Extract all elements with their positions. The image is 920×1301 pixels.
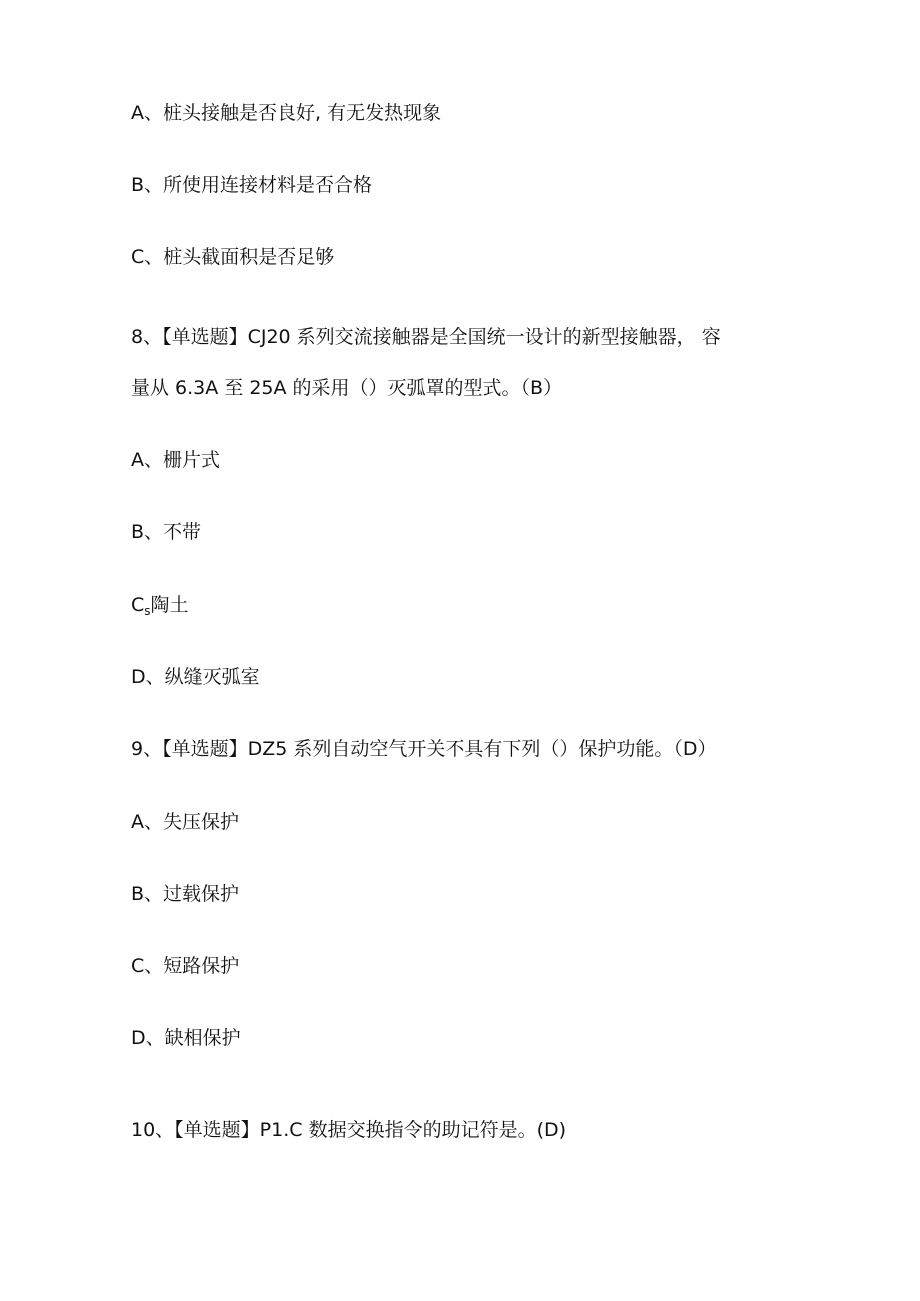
question-8-line-1: 8、【单选题】CJ20 系列交流接触器是全国统一设计的新型接触器， 容 xyxy=(131,326,721,348)
q9-option-a: A、失压保护 xyxy=(131,811,239,833)
q8-option-d: D、纵缝灭弧室 xyxy=(131,666,260,688)
q9-option-b: B、过载保护 xyxy=(131,883,240,905)
q9-option-c: C、短路保护 xyxy=(131,955,240,977)
q8-option-c-letter: C xyxy=(131,594,145,616)
q8-option-c-subscript: s xyxy=(144,604,151,618)
q8-option-a: A、栅片式 xyxy=(131,449,220,471)
option-b-connection-material: B、所使用连接材料是否合格 xyxy=(131,174,373,196)
option-a-pile-contact: A、桩头接触是否良好, 有无发热现象 xyxy=(131,102,442,124)
option-c-cross-section: C、桩头截面积是否足够 xyxy=(131,246,335,268)
q8-option-c-text: 陶土 xyxy=(150,594,189,616)
q8-option-c xyxy=(131,592,189,624)
question-8-line-2: 量从 6.3A 至 25A 的采用（）灭弧罩的型式。（B） xyxy=(131,377,563,399)
q8-option-b: B、不带 xyxy=(131,521,202,543)
question-10: 10、【单选题】P1.C 数据交换指令的助记符是。(D) xyxy=(131,1119,567,1141)
q9-option-d: D、缺相保护 xyxy=(131,1027,241,1049)
question-9: 9、【单选题】DZ5 系列自动空气开关不具有下列（）保护功能。（D） xyxy=(131,738,717,760)
